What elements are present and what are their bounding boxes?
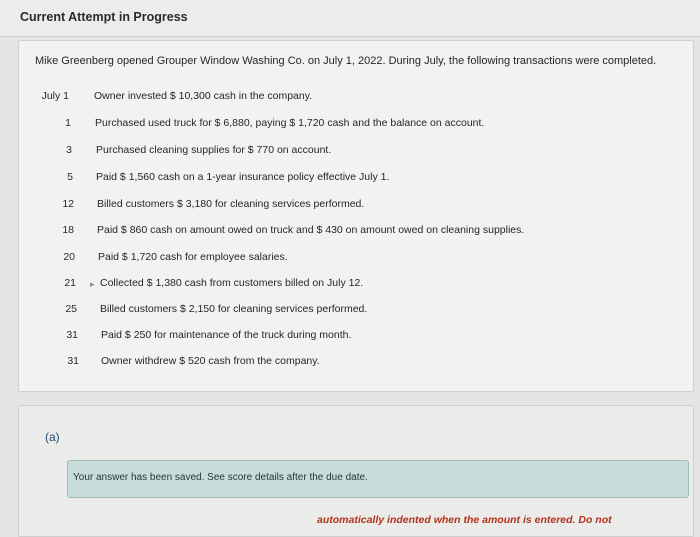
transaction-text: Paid $ 1,720 cash for employee salaries. (98, 251, 288, 263)
transaction-date: 21 (64, 277, 76, 289)
transaction-date: 12 (62, 198, 74, 210)
transaction-date: 5 (67, 171, 73, 183)
problem-intro: Mike Greenberg opened Grouper Window Washing Co. on July 1, 2022. During July, the following transactions were completed. (35, 55, 657, 67)
part-a-panel (18, 405, 694, 537)
part-label: (a) (45, 430, 60, 444)
transaction-date: 20 (63, 251, 75, 263)
transaction-text: Owner withdrew $ 520 cash from the company. (101, 355, 320, 367)
transaction-text: Collected $ 1,380 cash from customers billed on July 12. (100, 277, 364, 289)
transaction-text: Billed customers $ 3,180 for cleaning services performed. (97, 198, 365, 210)
transaction-date: 18 (62, 224, 74, 236)
page-title: Current Attempt in Progress (20, 10, 188, 24)
problem-panel (18, 40, 694, 392)
transaction-text: Purchased cleaning supplies for $ 770 on account. (96, 144, 332, 156)
transaction-text: Paid $ 250 for maintenance of the truck during month. (101, 329, 352, 341)
transaction-date: 1 (65, 117, 71, 129)
transaction-text: Paid $ 1,560 cash on a 1-year insurance policy effective July 1. (96, 171, 390, 183)
saved-notice (67, 460, 689, 498)
transaction-text: Owner invested $ 10,300 cash in the company. (94, 90, 313, 102)
instruction-note: automatically indented when the amount is entered. Do not (317, 514, 612, 526)
transaction-date: 31 (66, 329, 78, 341)
transaction-text: Purchased used truck for $ 6,880, paying $ 1,720 cash and the balance on account. (95, 117, 485, 129)
transaction-text: Paid $ 860 cash on amount owed on truck and $ 430 on amount owed on cleaning supplies. (97, 224, 525, 236)
transaction-text: Billed customers $ 2,150 for cleaning services performed. (100, 303, 368, 315)
transaction-date: 3 (66, 144, 72, 156)
transaction-date: 31 (67, 355, 79, 367)
transaction-date: 25 (65, 303, 77, 315)
header-bar (0, 0, 700, 37)
saved-message: Your answer has been saved. See score details after the due date. (73, 472, 368, 483)
bullet-mark-icon: ▸ (90, 279, 95, 289)
transaction-date: July 1 (41, 90, 69, 102)
